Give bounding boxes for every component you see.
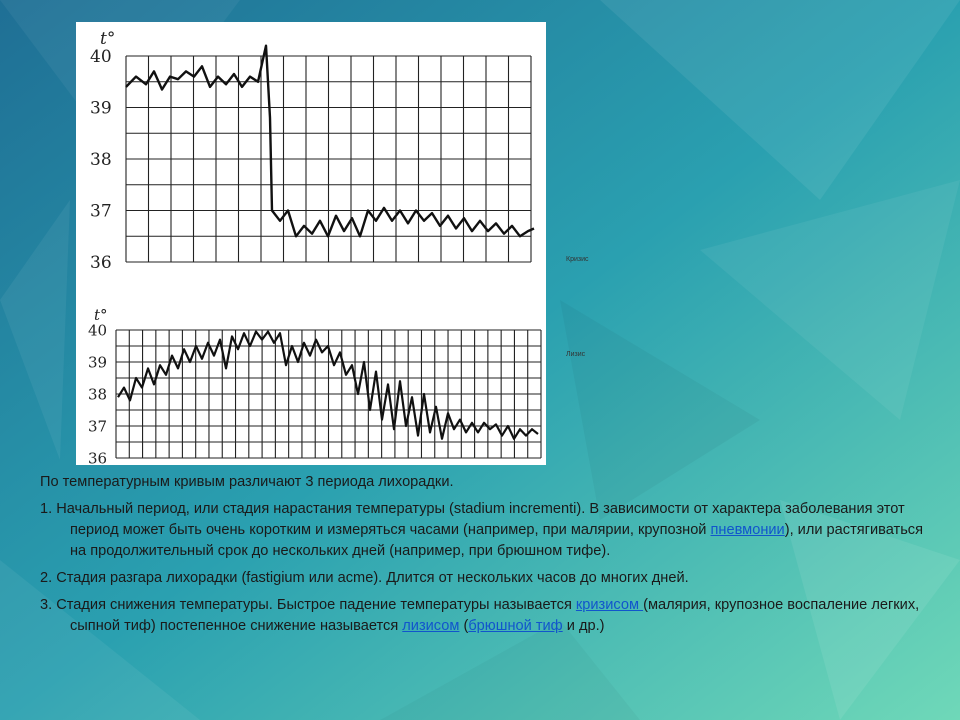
- stage-3-item: [40, 595, 940, 637]
- crisis-link[interactable]: кризисом: [575, 597, 644, 613]
- pneumonia-link[interactable]: пневмонии: [710, 522, 785, 538]
- tick-label: 39: [88, 353, 108, 372]
- tick-label: 39: [90, 98, 112, 119]
- stage-1-text-b: ), или растягиваться на продолжительный срок до нескольких дней (например, при брюшном тифе).: [70, 522, 924, 559]
- tick-label: 36: [90, 252, 112, 273]
- tick-label: 36: [88, 449, 108, 465]
- description-text: [40, 472, 940, 643]
- lysis-link[interactable]: лизисом: [402, 618, 460, 634]
- stage-3-text-c: (: [459, 618, 469, 634]
- stage-3-text-b: (малярия, крупозное воспаление легких, сыпной тиф) постепенное снижение называется: [70, 597, 920, 634]
- tick-label: 40: [90, 46, 112, 67]
- temperature-curves-svg: [76, 22, 546, 465]
- tick-label: 37: [88, 417, 108, 436]
- stage-3-text-a: 3. Стадия снижения температуры. Быстрое падение температуры называется: [40, 597, 576, 613]
- crisis-temperature-curve: [126, 46, 534, 237]
- stage-2-item: 2. Стадия разгара лихорадки (fastigium или acme). Длится от нескольких часов до многих дней.: [40, 570, 689, 586]
- crisis-label: Кризис: [566, 256, 589, 263]
- lysis-label: Лизис: [566, 351, 586, 358]
- tick-label: 37: [90, 201, 112, 222]
- bottom-chart: [88, 306, 541, 465]
- tick-label: 38: [90, 149, 112, 170]
- stage-1-item: [40, 499, 940, 562]
- axis-symbol: t°: [100, 29, 116, 49]
- stage-3-text-d: и др.): [562, 618, 605, 634]
- tick-label: 40: [88, 321, 108, 340]
- temperature-curves-figure: [76, 22, 546, 465]
- intro-paragraph: По температурным кривым различают 3 периода лихорадки.: [40, 474, 454, 490]
- axis-symbol: t°: [94, 306, 108, 324]
- stage-1-text-a: 1. Начальный период, или стадия нарастания температуры (stadium incrementi). В зависимости от характера заболевания этот период может быть очень коротким и измеряться часами (например, при малярии, крупозной: [40, 501, 905, 538]
- typhoid-link[interactable]: брюшной тиф: [468, 618, 563, 634]
- tick-label: 38: [88, 385, 108, 404]
- top-chart: [90, 29, 534, 273]
